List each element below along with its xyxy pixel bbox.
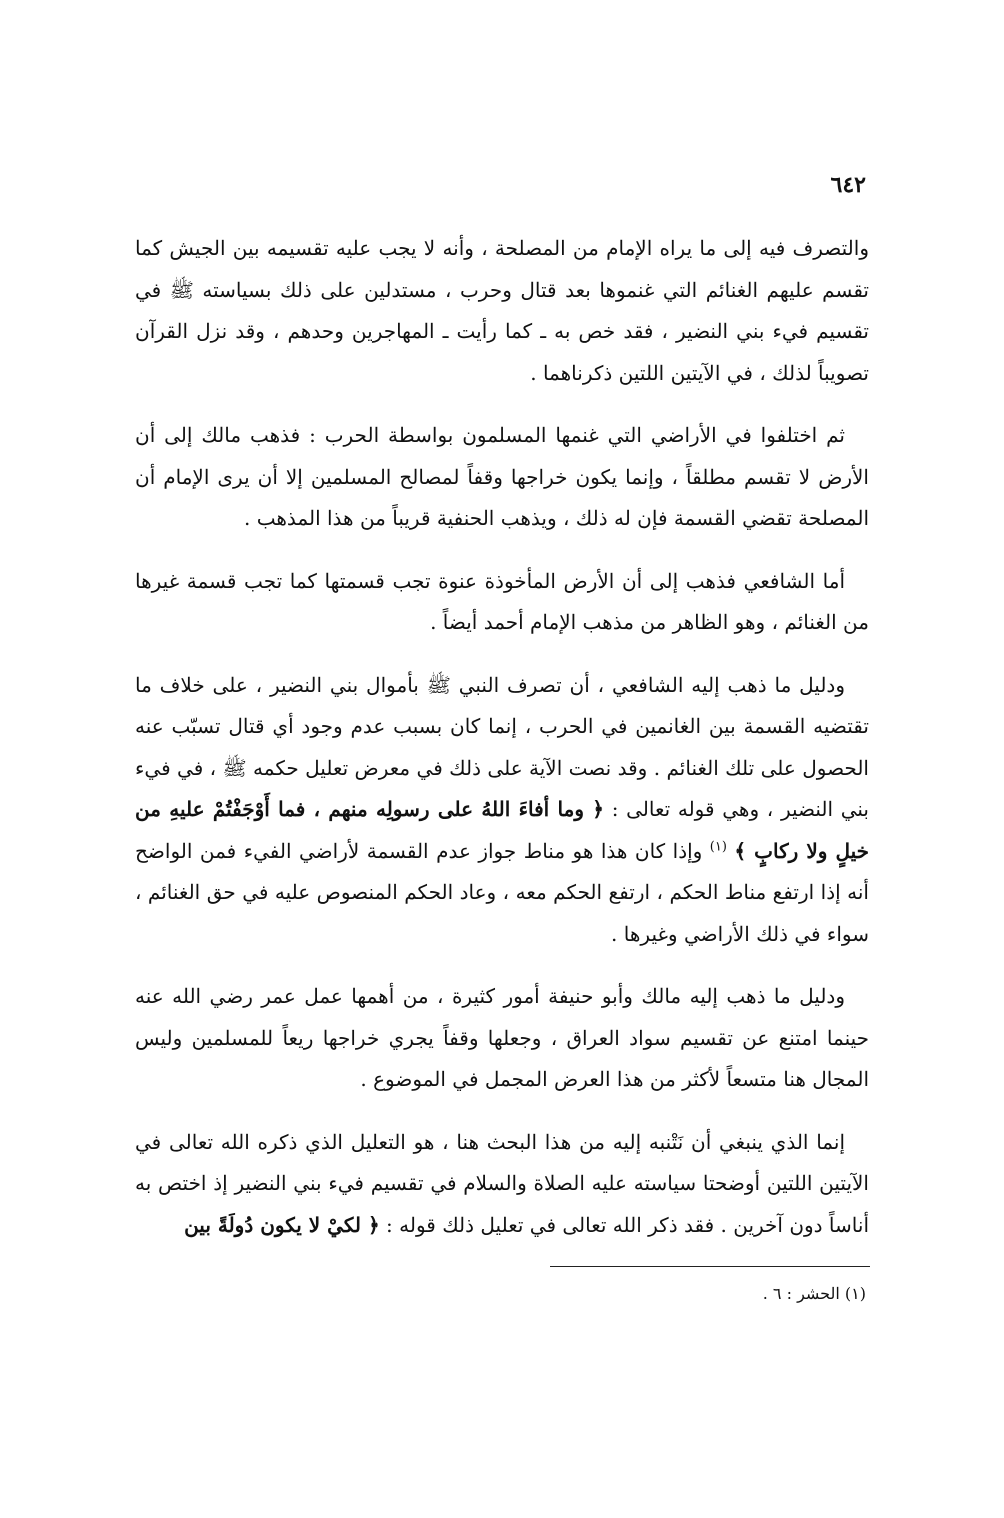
text-body	[135, 228, 869, 1267]
page-number: ٦٤٢	[830, 172, 866, 198]
paragraph-3: أما الشافعي فذهب إلى أن الأرض المأخوذة عنوة تجب قسمتها كما تجب قسمة غيرها من الغنائم ، وهو الظاهر من مذهب الإمام أحمد أيضاً .	[135, 568, 869, 634]
paragraph-2: ثم اختلفوا في الأراضي التي غنمها المسلمون بواسطة الحرب : فذهب مالك إلى أن الأرض لا تقسم مطلقاً ، وإنما يكون خراجها وقفاً لمصالح المسلمين إلا أن يرى الإمام أن المصلحة تقضي القسمة فإن له ذلك ، ويذهب الحنفية قريباً من هذا المذهب .	[135, 423, 869, 530]
footnote: (١) الحشر : ٦ .	[762, 1284, 866, 1303]
paragraph-1: والتصرف فيه إلى ما يراه الإمام من المصلحة ، وأنه لا يجب عليه تقسيمه بين الجيش كما تقسم عليهم الغنائم التي غنموها بعد قتال وحرب ، مستدلين على ذلك بسياسته ﷺ في تقسيم فيء بني النضير ، فقد خص به ـ كما رأيت ـ المهاجرين وحدهم ، وقد نزل القرآن تصويباً لذلك ، في الآيتين اللتين ذكرناهما .	[135, 236, 869, 385]
paragraph-6	[135, 1122, 869, 1247]
paragraph-5: ودليل ما ذهب إليه مالك وأبو حنيفة أمور كثيرة ، من أهمها عمل عمر رضي الله عنه حينما امتنع عن تقسيم سواد العراق ، وجعلها وقفاً يجري خراجها ريعاً للمسلمين وليس المجال هنا متسعاً لأكثر من هذا العرض المجمل في الموضوع .	[135, 984, 869, 1091]
paragraph-4	[135, 665, 869, 956]
paragraph-4-before: ودليل ما ذهب إليه الشافعي ، أن تصرف النبي ﷺ بأموال بني النضير ، على خلاف ما تقتضيه القسمة بين الغانمين في الحرب ، إنما كان بسبب عدم وجود أي قتال تسبّب عنه الحصول على تلك الغنائم . وقد نصت الآية على ذلك في معرض تعليل حكمه ﷺ ، في فيء بني النضير ، وهي قوله تعالى :	[135, 672, 870, 821]
paragraph-4-after: وإذا كان هذا هو مناط جواز عدم القسمة لأراضي الفيء فمن الواضح أنه إذا ارتفع مناط الحكم ، ارتفع الحكم معه ، وعاد الحكم المنصوص عليه في حق الغنائم ، سواء في ذلك الأراضي وغيرها .	[135, 838, 869, 946]
quran-quote-2: ﴿ لكيْ لا يكون دُولَةً بين	[184, 1212, 380, 1237]
footnote-divider	[550, 1266, 870, 1267]
paragraph-6-before: إنما الذي ينبغي أن نَتْنبه إليه من هذا البحث هنا ، هو التعليل الذي ذكره الله تعالى في الآيتين اللتين أوضحتا سياسته عليه الصلاة والسلام في تقسيم فيء بني النضير إذ اختص به أناساً دون آخرين . فقد ذكر الله تعالى في تعليل ذلك قوله :	[135, 1129, 869, 1237]
quran-quote: ﴿ وما أفاءَ اللهُ على رسولِه منهم ، فما أَوْجَفْتُمْ عليهِ من خيلٍ ولا ركابٍ ﴾	[135, 797, 870, 863]
footnote-ref: (١)	[709, 838, 727, 854]
